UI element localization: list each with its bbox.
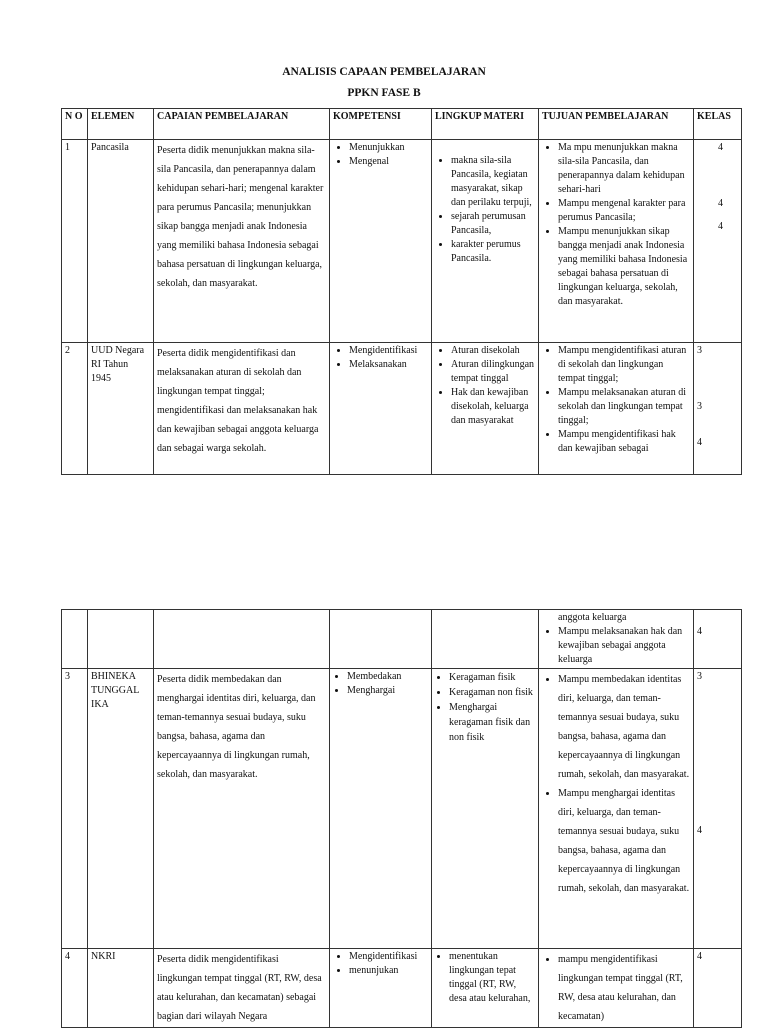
kelas-value: 3 (697, 345, 702, 356)
lingkup-item: • menentukan lingkungan tepat tinggal (RT, RW, desa atau kelurahan, (449, 950, 535, 1006)
kelas-value: 4 (718, 142, 723, 153)
kompetensi-item: • menunjukan (349, 964, 428, 978)
kompetensi-item: • Mengidentifikasi (349, 950, 428, 964)
analysis-table-page-2 (61, 609, 742, 1028)
table-row (62, 610, 742, 669)
kelas-cell (694, 610, 742, 669)
row-number: 3 (62, 669, 88, 949)
lingkup-item: • makna sila-sila Pancasila, kegiatan masyarakat, sikap dan perilaku terpuji, (451, 154, 535, 210)
kompetensi-item: • Menunjukkan (349, 141, 428, 155)
tujuan-item: • Mampu mengidentifikasi aturan di sekolah dan lingkungan tempat tinggal; (558, 344, 690, 386)
capaian-cell: Peserta didik mengidentifikasi dan melaksanakan aturan di sekolah dan lingkungan tempat tinggal; mengidentifikasi dan melaksanakan hak dan kewajiban sebagai anggota keluarga dan sebagai warga sekolah. (154, 343, 330, 475)
elemen-cell: Pancasila (88, 140, 154, 343)
elemen-cell: BHINEKA TUNGGAL IKA (88, 669, 154, 949)
lingkup-cell (432, 949, 539, 1028)
kelas-value: 4 (697, 951, 702, 962)
document-title: ANALISIS CAPAAN PEMBELAJARAN (282, 66, 486, 78)
capaian-cell: Peserta didik membedakan dan menghargai identitas diri, keluarga, dan teman-temannya sesuai budaya, suku bangsa, bahasa, agama dan kepercayaannya di lingkungan rumah, sekolah, dan masyarakat. (154, 669, 330, 949)
kompetensi-cell (330, 669, 432, 949)
kompetensi-item: • Mengenal (349, 155, 428, 169)
lingkup-item: • karakter perumus Pancasila. (451, 238, 535, 266)
lingkup-item: • sejarah perumusan Pancasila, (451, 210, 535, 238)
analysis-table-page-1 (61, 108, 742, 475)
capaian-cell: Peserta didik mengidentifikasi lingkungan tempat tinggal (RT, RW, desa atau kelurahan, dan kecamatan) sebagai bagian dari wilayah Negara (154, 949, 330, 1028)
kelas-cell (694, 343, 742, 475)
kompetensi-item: • Membedakan (347, 670, 428, 684)
header-no: N O (62, 109, 88, 140)
tujuan-cell (539, 669, 694, 949)
kelas-cell (694, 949, 742, 1028)
kelas-value: 4 (697, 437, 702, 448)
header-capaian: CAPAIAN PEMBELAJARAN (154, 109, 330, 140)
tujuan-item: • Mampu membedakan identitas diri, keluarga, dan teman-temannya sesuai budaya, suku bangsa, bahasa, agama dan kepercayaannya di lingkungan rumah, sekolah, dan masyarakat. (558, 670, 690, 784)
tujuan-item: • Mampu menghargai identitas diri, keluarga, dan teman-temannya sesuai budaya, suku bangsa, bahasa, agama dan kepercayaannya di lingkungan rumah, sekolah, dan masyarakat. (558, 784, 690, 898)
row-number: 1 (62, 140, 88, 343)
row-number: 4 (62, 949, 88, 1028)
table-row (62, 140, 742, 343)
document-subtitle: PPKN FASE B (347, 87, 421, 99)
capaian-cell: Peserta didik menunjukkan makna sila-sila Pancasila, dan penerapannya dalam kehidupan sehari-hari; mengenal karakter para perumus Pancasila; menunjukkan sikap bangga menjadi anak Indonesia yang memiliki bahasa Indonesia sebagai bahasa persatuan di lingkungan keluarga, sekolah, dan masyarakat. (154, 140, 330, 343)
table-row (62, 343, 742, 475)
kompetensi-cell (330, 343, 432, 475)
kompetensi-cell (330, 949, 432, 1028)
elemen-cell: NKRI (88, 949, 154, 1028)
kompetensi-item: • Menghargai (347, 684, 428, 698)
table-header-row (62, 109, 742, 140)
kompetensi-item: • Mengidentifikasi (349, 344, 428, 358)
table-row (62, 669, 742, 949)
header-tujuan: TUJUAN PEMBELAJARAN (539, 109, 694, 140)
header-kelas: KELAS (694, 109, 742, 140)
table-row (62, 949, 742, 1028)
kelas-value: 4 (697, 626, 702, 637)
tujuan-item: • Mampu mengenal karakter para perumus Pancasila; (558, 197, 690, 225)
tujuan-item: • Ma mpu menunjukkan makna sila-sila Pancasila, dan penerapannya dalam kehidupan sehari-hari (558, 141, 690, 197)
tujuan-item: • Mampu menunjukkan sikap bangga menjadi anak Indonesia yang memiliki bahasa Indonesia sebagai bahasa persatuan di lingkungan keluarga, sekolah, dan masyarakat. (558, 225, 690, 309)
tujuan-item: • Mampu mengidentifikasi hak dan kewajiban sebagai (558, 428, 690, 456)
lingkup-cell (432, 343, 539, 475)
header-elemen: ELEMEN (88, 109, 154, 140)
kelas-value: 4 (718, 198, 723, 209)
kelas-value: 3 (697, 671, 702, 682)
tujuan-continued-text: anggota keluarga (558, 612, 627, 623)
lingkup-cell (432, 669, 539, 949)
tujuan-cell (539, 610, 694, 669)
lingkup-item: • Aturan dilingkungan tempat tinggal (451, 358, 535, 386)
tujuan-cell (539, 140, 694, 343)
kompetensi-item: • Melaksanakan (349, 358, 428, 372)
elemen-cell: UUD Negara RI Tahun 1945 (88, 343, 154, 475)
tujuan-cell (539, 343, 694, 475)
header-lingkup: LINGKUP MATERI (432, 109, 539, 140)
lingkup-item: • Menghargai keragaman fisik dan non fisik (449, 700, 535, 745)
lingkup-item: • Hak dan kewajiban disekolah, keluarga dan masyarakat (451, 386, 535, 428)
lingkup-item: • Aturan disekolah (451, 344, 535, 358)
tujuan-cell (539, 949, 694, 1028)
tujuan-item: • Mampu melaksanakan aturan di sekolah dan lingkungan tempat tinggal; (558, 386, 690, 428)
lingkup-item: • Keragaman fisik (449, 670, 535, 685)
kelas-value: 4 (718, 221, 723, 232)
lingkup-cell (432, 140, 539, 343)
lingkup-item: • Keragaman non fisik (449, 685, 535, 700)
row-number: 2 (62, 343, 88, 475)
kelas-cell (694, 669, 742, 949)
kelas-value: 3 (697, 401, 702, 412)
kelas-value: 4 (697, 825, 702, 836)
kelas-cell (694, 140, 742, 343)
kompetensi-cell (330, 140, 432, 343)
tujuan-item: • Mampu melaksanakan hak dan kewajiban sebagai anggota keluarga (558, 625, 690, 667)
tujuan-item: • mampu mengidentifikasi lingkungan tempat tinggal (RT, RW, desa atau kelurahan, dan kecamatan) (558, 950, 690, 1026)
header-kompetensi: KOMPETENSI (330, 109, 432, 140)
